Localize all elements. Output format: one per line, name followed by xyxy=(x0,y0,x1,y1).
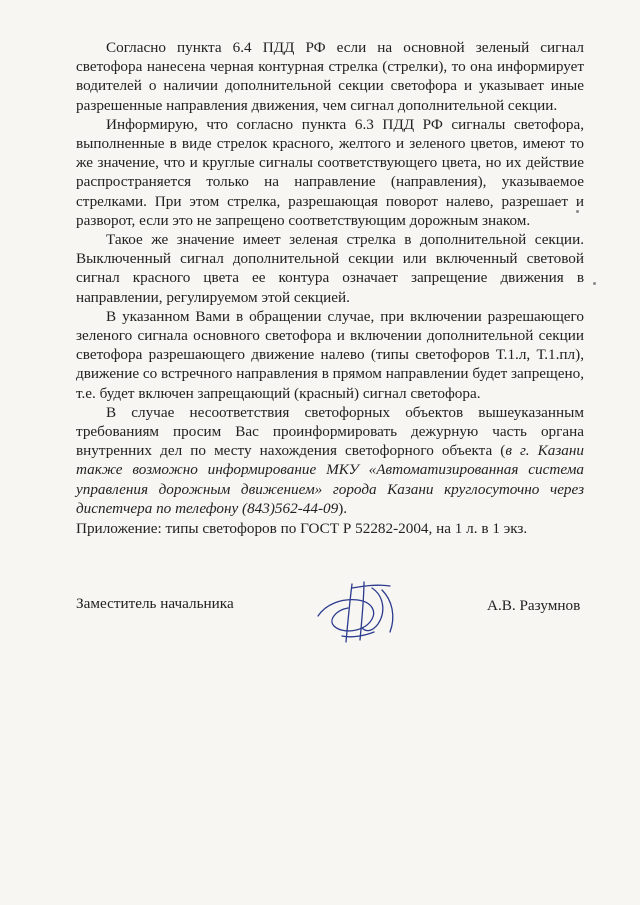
paragraph-5-text: В случае несоответствия светофорных объектов вышеуказанным требованиям просим Вас проинформировать дежурную часть органа внутренних дел по месту нахождения светофорного объекта ( xyxy=(76,403,584,460)
letter-body xyxy=(76,38,584,518)
signatory-role: Заместитель начальника xyxy=(76,595,234,612)
scan-speck xyxy=(593,282,596,285)
paragraph-1: Согласно пункта 6.4 ПДД РФ если на основной зеленый сигнал светофора нанесена черная контурная стрелка (стрелки), то она информирует водителей о наличии дополнительной секции светофора и указывает иные разрешенные направления движения, чем сигнал дополнительной секции. xyxy=(76,39,584,114)
signatory-name: А.В. Разумнов xyxy=(487,597,581,614)
paragraph-5-end: ). xyxy=(338,499,348,517)
paragraph-3: Такое же значение имеет зеленая стрелка в дополнительной секции. Выключенный сигнал дополнительной секции или включенный световой сигнал красного цвета ее контура означает запрещение движения в направлении, регулируемом этой секцией. xyxy=(76,231,584,306)
paragraph-5 xyxy=(76,403,584,518)
attachment-line: Приложение: типы светофоров по ГОСТ Р 52282-2004, на 1 л. в 1 экз. xyxy=(76,520,528,537)
scan-speck xyxy=(576,210,579,213)
handwritten-signature xyxy=(312,576,412,652)
paragraph-4: В указанном Вами в обращении случае, при включении разрешающего зеленого сигнала основного светофора и включении дополнительной секции светофора разрешающего движение налево (типы светофоров Т.1.л, Т.1.пл), движение со встречного направления в прямом направлении будет запрещено, т.е. будет включен запрещающий (красный) сигнал светофора. xyxy=(76,307,584,402)
paragraph-2: Информирую, что согласно пункта 6.3 ПДД РФ сигналы светофора, выполненные в виде стрелок красного, желтого и зеленого цветов, имеют то же значение, что и круглые сигналы соответствующего цвета, но их действие распространяется только на направление (направления), указываемое стрелками. При этом стрелка, разрешающая поворот налево, разрешает и разворот, если это не запрещено соответствующим дорожным знаком. xyxy=(76,115,584,229)
paragraph-5-italic-note: в г. Казани также возможно информирование МКУ «Автоматизированная система управления дорожным движением» города Казани круглосуточно через диспетчера по телефону (843)562-44-09 xyxy=(76,442,584,517)
